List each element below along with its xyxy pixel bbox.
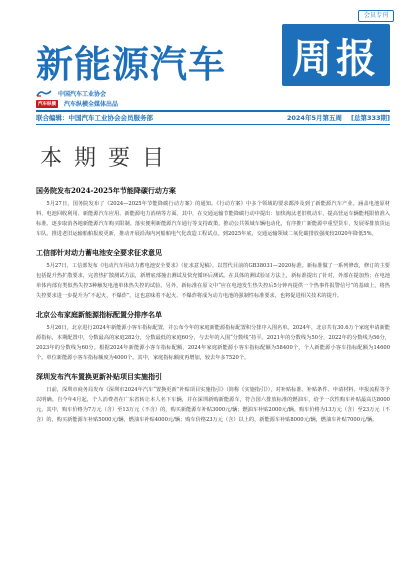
article-body: 日前，深圳市商务局发布《深圳市2024年汽车“置换更新”补贴项目实施指引》（简称《实施指引》），对补贴标准、补贴条件、申请材料、申报流程等予以明确。自今年4月起，个人消费者在广东省转让本人名下车辆，并在深圳新购新能源车，符合国六排放标准的燃油车，给予一次性购车补贴最高达8000元，其中，购车价格为7万元（含）至13万元（不含）的，购买新能源车补贴3000元/辆；燃油车补贴2000元/辆。购车价格为13万元（含）至23万元（不含）的，购买新能源车补贴5000元/辆，燃油车补贴4000元/辆；购车价格23万元（含）以上的，新能源车补贴8000元/辆，燃油车补贴7000元/辆。 — [36, 387, 390, 423]
article-item — [36, 248, 390, 301]
sponsor-text: 联合编辑：中国汽车工业协会会员服务部 — [36, 114, 153, 122]
section-title: 本期要目 — [40, 146, 177, 171]
qiche-zongheng-logo-icon: 汽车纵横 — [38, 101, 56, 107]
header-divider-top — [36, 110, 390, 112]
org-primary-row — [36, 89, 106, 98]
masthead-title: 新能源汽车 — [36, 43, 226, 86]
article-title: 深圳发布汽车置换更新补贴项目实施指引 — [36, 372, 162, 381]
article-item — [36, 310, 390, 363]
total-issue-number: [总第333期] — [350, 114, 390, 122]
article-title: 北京公布家庭新能源指标配置分排序名单 — [36, 310, 162, 319]
article-body: 5月27日，国务院发布了《2024—2025年节能降碳行动方案》的通知。《行动方案》中多个领域的要求都涉及到了新能源汽车产业。涵盖电池原材料、电池回收利用、新能源汽车应用、新能源电力消纳等方面。其中，在交通运输节能降碳行动中提出：加快淘汰老旧机动车，提高营运车辆能耗限值准入标准。逐步取消各地新能源汽车购买限制。落实便利新能源汽车通行等支持政策。推动公共领域车辆电动化，有序推广新能源中重型货车，发展零排放货运车队。推进老旧运输船舶报废更新，推动开展沿海内河船舶电气化改造工程试点。到2025年底，交通运输领域二氧化碳排放强度较2020年降低5%。 — [36, 201, 390, 237]
caam-logo-icon — [36, 90, 52, 97]
article-title: 工信部针对动力蓄电池安全要求征求意见 — [36, 248, 162, 257]
header-divider-bottom — [36, 124, 390, 125]
article-body: 5月26日，北京进行2024年新能源小客车指标配置，并公布今年的家庭新能源指标配置积分排序入围名单。2024年，北京共有30.6万个家庭申请新能源指标，本期配置中，分数最高的家庭282分，分数最低的家庭60分，与去年的入围“分数线”持平。2021年的分数线为50分，2022年的分数线为56分，2023年的分数线为60分。根据2024年新能源小客车指标配额，2024年家庭新能源小客车指标配额为58400个，个人新能源小客车指标配额为14600个。单位新能源小客车指标额度为4000个。其中，家庭指标额度再增加，较去年多7520个。 — [36, 325, 390, 361]
article-body: 5月27日，工信部发布《电动汽车用动力蓄电池安全要求》（征求意见稿），以替代目前的GB38031—2020标准。新标准做了一系列修改，修订的主要包括提升热扩散要求，完善热扩散测试方法，新增底部撞击测试及快充循环后测试。在具体的测试验证方法上，新标准提出了针对，外部在提加热；在电池单体内部有类似热失控3种触发电池单体热失控的试验。另外，新标准在原文中“应在电池发生热失控后5分钟内提供一个热事件报警信号”的基础上，将热失控要求进一步提升为“不起火、不爆炸”。这也意味着不起火、不爆炸将成为动力电池的强制性标准要求，也将促进相关技术的提升。 — [36, 263, 390, 299]
issue-date: 2024年5月第五周 — [286, 114, 342, 122]
issue-info-line — [36, 113, 390, 122]
article-list — [36, 186, 390, 434]
org-primary-label: 中国汽车工业协会 — [58, 91, 107, 98]
masthead-title-box — [282, 24, 390, 86]
member-edition-badge: 会员专刊 — [358, 10, 394, 22]
article-item — [36, 372, 390, 425]
article-title: 国务院发布2024-2025年节能降碳行动方案 — [36, 186, 176, 195]
article-item — [36, 186, 390, 239]
masthead-title-box-label: 周报 — [292, 35, 380, 82]
org-secondary-label: 汽车纵横全媒体出品 — [64, 101, 119, 108]
org-secondary-row — [36, 99, 118, 108]
